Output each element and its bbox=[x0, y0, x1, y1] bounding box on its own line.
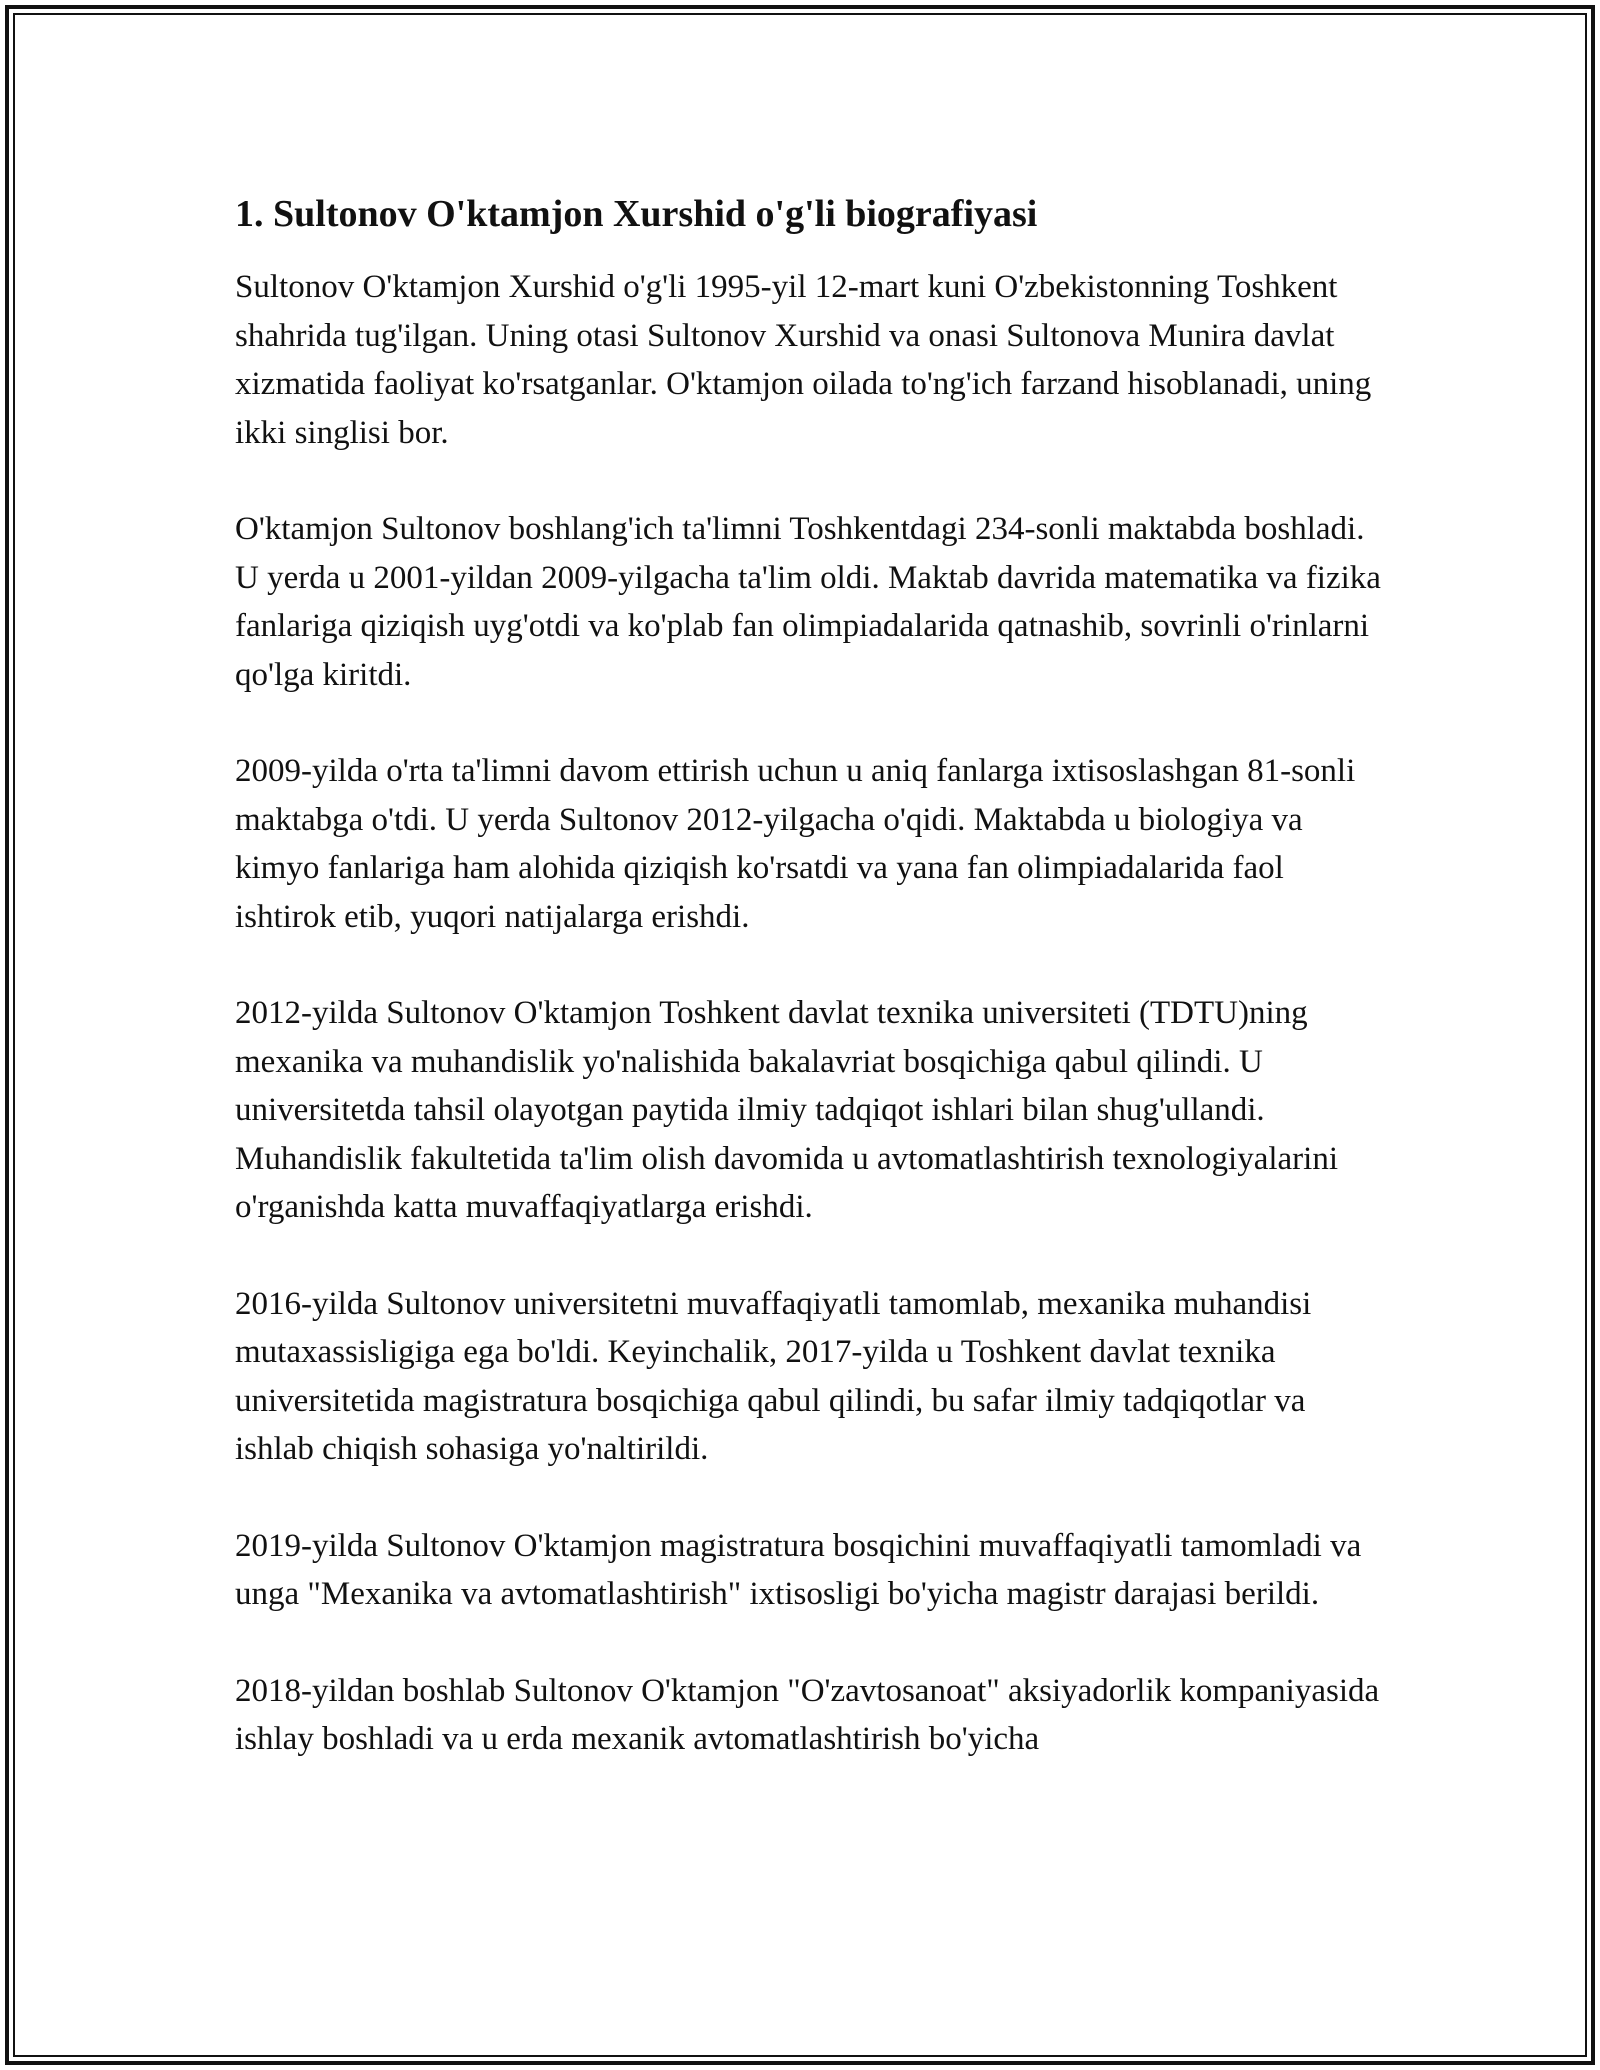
document-body bbox=[235, 186, 1385, 1764]
paragraph-primary-school: O'ktamjon Sultonov boshlang'ich ta'limni Toshkentdagi 234-sonli maktabda boshladi. U yerda u 2001-yildan 2009-yilgacha ta'lim oldi. Maktab davrida matematika va fizika fanlariga qiziqish uyg'otdi va ko'plab fan olimpiadalarida qatnashib, sovrinli o'rinlarni qo'lga kiritdi. bbox=[235, 511, 1381, 693]
paragraph-career: 2018-yildan boshlab Sultonov O'ktamjon "O'zavtosanoat" aksiyadorlik kompaniyasida ishlay boshladi va u erda mexanik avtomatlashtirish bo'yicha bbox=[235, 1672, 1380, 1757]
document-title: 1. Sultonov O'ktamjon Xurshid o'g'li biografiyasi bbox=[235, 193, 1038, 235]
paragraph-secondary-school: 2009-yilda o'rta ta'limni davom ettirish uchun u aniq fanlarga ixtisoslashgan 81-sonli maktabga o'tdi. U yerda Sultonov 2012-yilgacha o'qidi. Maktabda u biologiya va kimyo fanlariga ham alohida qiziqish ko'rsatdi va yana fan olimpiadalarida faol ishtirok etib, yuqori natijalarga erishdi. bbox=[235, 753, 1356, 935]
paragraph-birth: Sultonov O'ktamjon Xurshid o'g'li 1995-yil 12-mart kuni O'zbekistonning Toshkent shahrida tug'ilgan. Uning otasi Sultonov Xurshid va onasi Sultonova Munira davlat xizmatida faoliyat ko'rsatganlar. O'ktamjon oilada to'ng'ich farzand hisoblanadi, uning ikki singlisi bor. bbox=[235, 269, 1372, 451]
paragraph-master: 2019-yilda Sultonov O'ktamjon magistratura bosqichini muvaffaqiyatli tamomladi va unga "Mexanika va avtomatlashtirish" ixtisosligi bo'yicha magistr darajasi berildi. bbox=[235, 1527, 1362, 1612]
paragraph-graduation: 2016-yilda Sultonov universitetni muvaffaqiyatli tamomlab, mexanika muhandisi mutaxassisligiga ega bo'ldi. Keyinchalik, 2017-yilda u Toshkent davlat texnika universitetida magistratura bosqichiga qabul qilindi, bu safar ilmiy tadqiqotlar va ishlab chiqish sohasiga yo'naltirildi. bbox=[235, 1285, 1312, 1467]
paragraph-bachelor: 2012-yilda Sultonov O'ktamjon Toshkent davlat texnika universiteti (TDTU)ning mexanika va muhandislik yo'nalishida bakalavriat bosqichiga qabul qilindi. U universitetda tahsil olayotgan paytida ilmiy tadqiqot ishlari bilan shug'ullandi. Muhandislik fakultetida ta'lim olish davomida u avtomatlashtirish texnologiyalarini o'rganishda katta muvaffaqiyatlarga erishdi. bbox=[235, 995, 1339, 1225]
